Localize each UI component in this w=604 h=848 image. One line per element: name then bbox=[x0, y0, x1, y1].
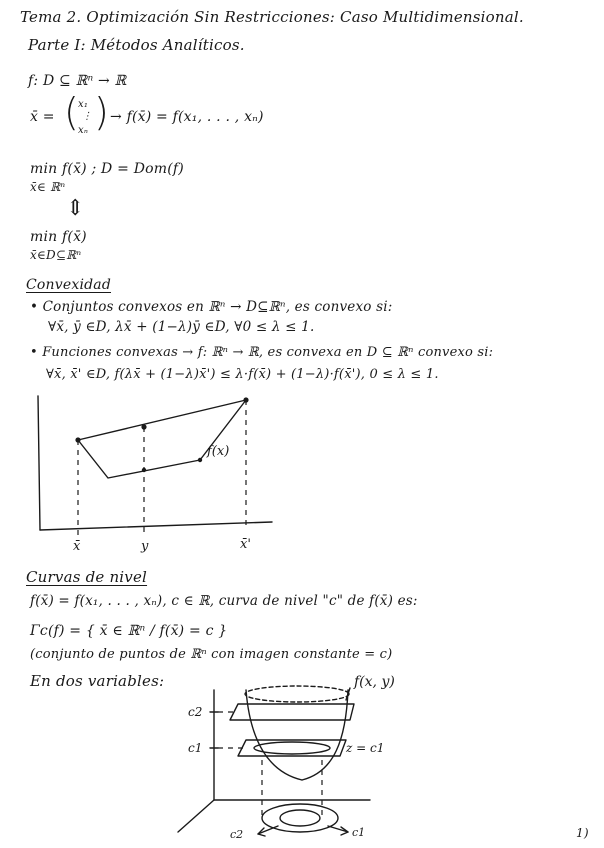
x-axis bbox=[40, 522, 272, 530]
point-curve-mid bbox=[198, 458, 202, 462]
part-title: Parte I: Métodos Analíticos. bbox=[28, 36, 245, 54]
y-axis bbox=[38, 396, 40, 530]
vector-component-dots: ⋮ bbox=[82, 111, 93, 122]
graph-label-x-prime: x̄' bbox=[240, 537, 251, 552]
page-title: Tema 2. Optimización Sin Restricciones: Caso Multidimensional. bbox=[20, 8, 524, 26]
vector-def-rhs: → f(x̄) = f(x₁, . . . , xₙ) bbox=[110, 109, 264, 125]
level-curves-line-1: f(x̄) = f(x₁, . . . , xₙ), c ∈ ℝ, curva de nivel "c" de f(x̄) es: bbox=[30, 593, 418, 609]
projection-outer bbox=[262, 804, 338, 832]
equivalence-symbol: ⇕ bbox=[66, 196, 85, 221]
convex-functions-line-1: • Funciones convexas → f: ℝⁿ → ℝ, es convexa en D ⊆ ℝⁿ convexo si: bbox=[30, 345, 494, 360]
point-y-chord bbox=[141, 424, 146, 429]
min-problem-2: min f(x̄) bbox=[30, 229, 87, 245]
arrow-c2 bbox=[258, 826, 278, 834]
function-curve bbox=[78, 400, 246, 478]
level-curves-line-2: Γc(f) = { x̄ ∈ ℝⁿ / f(x̄) = c } bbox=[30, 623, 228, 639]
vector-component-n: xₙ bbox=[78, 125, 89, 136]
graph-label-y: y bbox=[141, 539, 149, 554]
function-map: f: D ⊆ ℝⁿ → ℝ bbox=[28, 73, 127, 89]
two-variables-label: En dos variables: bbox=[30, 672, 165, 690]
axis-to-origin bbox=[178, 800, 214, 832]
point-x-chord bbox=[75, 437, 80, 442]
surface-left bbox=[246, 690, 302, 780]
level-curve-c1 bbox=[254, 742, 330, 754]
surface-right bbox=[302, 690, 348, 780]
arrow-c1 bbox=[328, 826, 348, 832]
projection-inner bbox=[280, 810, 320, 826]
point-y-curve bbox=[142, 468, 146, 472]
f-label-pointer bbox=[346, 688, 350, 700]
graph-label-fxy: f(x, y) bbox=[354, 674, 395, 690]
bracket-left: ( bbox=[64, 90, 79, 134]
page-number: 1) bbox=[576, 826, 589, 840]
vector-def-lhs: x̄ = bbox=[30, 109, 55, 125]
graph-label-bottom-c1: c1 bbox=[352, 826, 366, 839]
arrow-c2-head bbox=[258, 828, 265, 836]
graph-label-z-c1: z = c1 bbox=[346, 741, 385, 755]
chord-line bbox=[78, 400, 246, 440]
point-x-prime bbox=[243, 397, 248, 402]
convex-sets-line-1: • Conjuntos convexos en ℝⁿ → D⊆ℝⁿ, es convexo si: bbox=[30, 299, 393, 315]
surface-top-rim bbox=[245, 686, 349, 702]
plane-c2 bbox=[230, 704, 354, 720]
convexity-heading: Convexidad bbox=[26, 277, 111, 293]
graph-label-x: x̄ bbox=[73, 539, 81, 554]
convex-functions-line-2: ∀x̄, x̄' ∈D, f(λx̄ + (1−λ)x̄') ≤ λ·f(x̄) + (1−λ)·f(x̄'), 0 ≤ λ ≤ 1. bbox=[46, 367, 439, 382]
min-problem-1: min f(x̄) ; D = Dom(f) bbox=[30, 161, 184, 177]
min-problem-2-domain: x̄∈D⊆ℝⁿ bbox=[30, 248, 82, 262]
bracket-right: ) bbox=[94, 90, 109, 134]
graph-label-f: f(x) bbox=[207, 444, 230, 459]
graph-label-bottom-c2: c2 bbox=[230, 828, 244, 841]
min-problem-1-domain: x̄∈ ℝⁿ bbox=[30, 180, 66, 194]
level-curves-line-3: (conjunto de puntos de ℝⁿ con imagen constante = c) bbox=[30, 647, 393, 662]
vector-column bbox=[64, 90, 109, 140]
convex-sets-line-2: ∀x̄, ȳ ∈D, λx̄ + (1−λ)ȳ ∈D, ∀0 ≤ λ ≤ 1. bbox=[48, 319, 315, 335]
plane-c1 bbox=[238, 740, 346, 756]
arrow-c1-head bbox=[341, 827, 348, 835]
level-curves-heading: Curvas de nivel bbox=[26, 568, 148, 586]
vector-component-1: x₁ bbox=[78, 99, 89, 110]
graph-label-c1: c1 bbox=[188, 741, 203, 755]
graph-label-c2: c2 bbox=[188, 705, 203, 719]
